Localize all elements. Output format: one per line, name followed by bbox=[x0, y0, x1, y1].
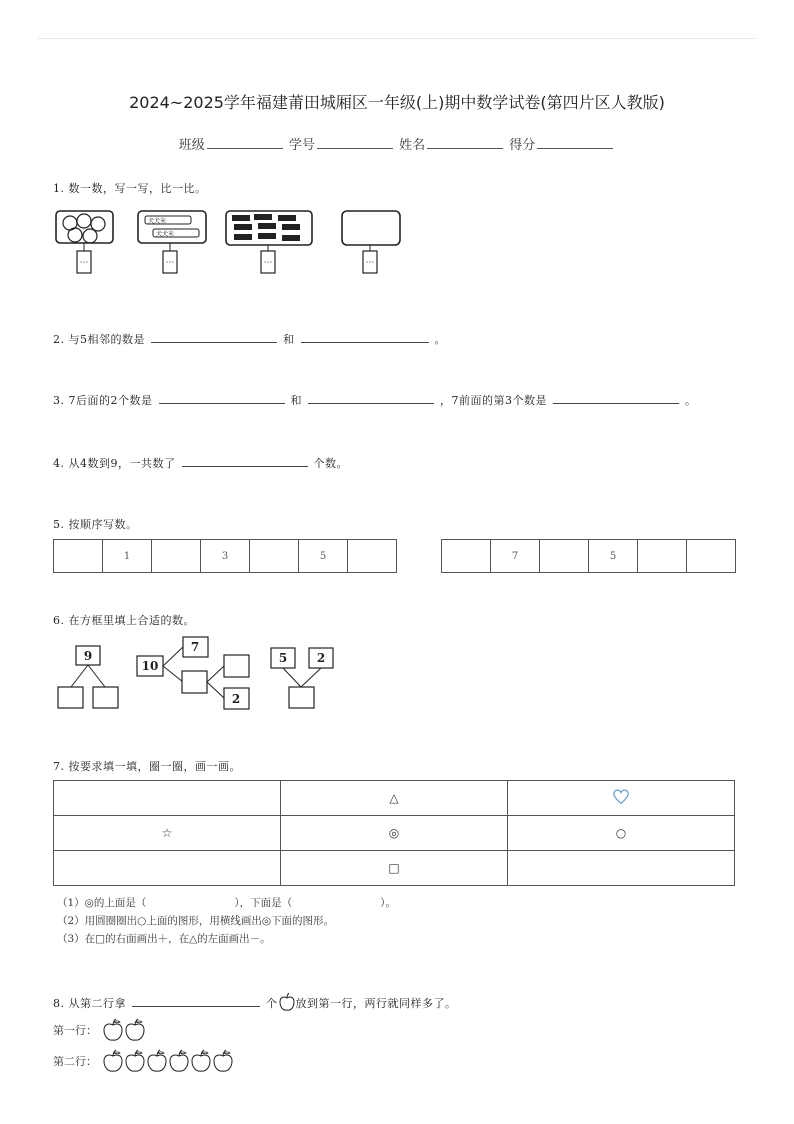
q2-answer-1[interactable] bbox=[151, 331, 277, 343]
seq-cell[interactable] bbox=[250, 540, 299, 573]
q3-and: 和 bbox=[290, 394, 302, 407]
seq-cell: 7 bbox=[491, 540, 540, 573]
q8-prefix: 8. 从第二行拿 bbox=[53, 997, 126, 1010]
q7-sub-2: （2）用圆圈圈出○上面的图形，用横线画出◎下面的图形。 bbox=[57, 915, 335, 927]
question-4 bbox=[53, 455, 348, 471]
q7-sub1-part-a: （1）◎的上面是（ bbox=[57, 897, 147, 909]
apple-icon bbox=[168, 1049, 190, 1073]
question-6: 6. 在方框里填上合适的数。 bbox=[53, 614, 195, 627]
q8-suffix: 放到第一行，两行就同样多了。 bbox=[295, 997, 457, 1010]
class-label: 班级 bbox=[178, 138, 205, 153]
sequence-table-right bbox=[441, 539, 736, 573]
svg-text:犬犬米: 犬犬米 bbox=[156, 231, 175, 238]
answer-box-3[interactable] bbox=[261, 245, 275, 273]
q4-end: 个数。 bbox=[313, 457, 348, 470]
question-8 bbox=[53, 992, 457, 1012]
answer-box-4[interactable] bbox=[363, 245, 377, 273]
class-field[interactable] bbox=[207, 136, 283, 149]
number-field[interactable] bbox=[317, 136, 393, 149]
row2-apples bbox=[102, 1049, 234, 1077]
apple-icon bbox=[278, 992, 296, 1012]
q2-answer-2[interactable] bbox=[301, 331, 429, 343]
heart-icon bbox=[612, 788, 630, 806]
svg-text:犬犬米: 犬犬米 bbox=[148, 218, 167, 225]
apple-icon bbox=[146, 1049, 168, 1073]
seq-cell[interactable] bbox=[54, 540, 103, 573]
tree2-answer-middle[interactable] bbox=[182, 671, 207, 693]
score-label: 得分 bbox=[509, 138, 536, 153]
grid-cell[interactable]: ☆ bbox=[54, 816, 281, 851]
tree2-bottom-number: 2 bbox=[231, 692, 241, 706]
tree2-answer-right[interactable] bbox=[224, 655, 249, 677]
seq-cell: 1 bbox=[103, 540, 152, 573]
q2-end: 。 bbox=[434, 333, 446, 346]
q3-answer-3[interactable] bbox=[553, 392, 679, 404]
seq-cell: 3 bbox=[201, 540, 250, 573]
q3-middle: ，7前面的第3个数是 bbox=[440, 394, 547, 407]
row1-apples bbox=[102, 1018, 146, 1046]
q4-answer[interactable] bbox=[182, 455, 308, 467]
q8-answer[interactable] bbox=[132, 995, 260, 1007]
q2-prefix: 2. 与5相邻的数是 bbox=[53, 333, 145, 346]
apple-icon bbox=[102, 1018, 124, 1042]
name-field[interactable] bbox=[427, 136, 503, 149]
seq-cell[interactable] bbox=[348, 540, 397, 573]
question-2 bbox=[53, 331, 446, 347]
seq-cell: 5 bbox=[299, 540, 348, 573]
number-trees bbox=[50, 632, 350, 714]
q2-and: 和 bbox=[283, 333, 295, 346]
seq-cell[interactable] bbox=[687, 540, 736, 573]
grid-cell[interactable] bbox=[508, 851, 735, 886]
candy-picture-box-3 bbox=[226, 211, 312, 245]
row1-label: 第一行： bbox=[53, 1024, 97, 1037]
page-title: 2024~2025学年福建莆田城厢区一年级(上)期中数学试卷(第四片区人教版) bbox=[129, 93, 665, 112]
apple-icon bbox=[124, 1018, 146, 1042]
seq-cell[interactable] bbox=[540, 540, 589, 573]
seq-cell[interactable] bbox=[152, 540, 201, 573]
grid-cell[interactable]: ○ bbox=[508, 816, 735, 851]
apple-icon bbox=[124, 1049, 146, 1073]
count-pictures bbox=[50, 205, 410, 280]
apple-icon bbox=[190, 1049, 212, 1073]
grid-cell[interactable]: △ bbox=[281, 781, 508, 816]
q3-answer-2[interactable] bbox=[308, 392, 434, 404]
name-label: 姓名 bbox=[399, 138, 426, 153]
question-1: 1. 数一数，写一写，比一比。 bbox=[53, 182, 207, 195]
q7-sub-1 bbox=[57, 895, 396, 910]
candy-picture-box-2 bbox=[138, 211, 206, 243]
q7-sub-3: （3）在□的右面画出＋，在△的左面画出－。 bbox=[57, 933, 271, 945]
question-5: 5. 按顺序写数。 bbox=[53, 518, 138, 531]
grid-cell-heart[interactable] bbox=[508, 781, 735, 816]
q7-sub1-part-c: ）。 bbox=[380, 897, 396, 909]
sequence-table-left bbox=[53, 539, 397, 573]
tree3-right-number: 2 bbox=[316, 651, 326, 665]
tree3-left-number: 5 bbox=[278, 651, 288, 665]
question-7: 7. 按要求填一填，圈一圈，画一画。 bbox=[53, 760, 241, 773]
row2-label: 第二行： bbox=[53, 1055, 97, 1068]
number-label: 学号 bbox=[288, 138, 315, 153]
student-info bbox=[0, 134, 794, 153]
grid-cell[interactable] bbox=[54, 851, 281, 886]
grid-cell[interactable] bbox=[54, 781, 281, 816]
q4-prefix: 4. 从4数到9，一共数了 bbox=[53, 457, 176, 470]
answer-box-1[interactable] bbox=[77, 243, 91, 273]
q7-sub1-part-b: ），下面是（ bbox=[234, 897, 293, 909]
seq-cell[interactable] bbox=[638, 540, 687, 573]
apple-picture-box bbox=[56, 211, 113, 243]
tree2-top-number: 7 bbox=[190, 640, 200, 654]
seq-cell[interactable] bbox=[442, 540, 491, 573]
seq-cell: 5 bbox=[589, 540, 638, 573]
question-3 bbox=[53, 392, 697, 408]
q3-end: 。 bbox=[685, 394, 697, 407]
grid-cell[interactable]: ◎ bbox=[281, 816, 508, 851]
empty-picture-box bbox=[342, 211, 400, 245]
score-field[interactable] bbox=[537, 136, 613, 149]
tree1-top-number: 9 bbox=[83, 649, 93, 663]
q8-ge: 个 bbox=[266, 997, 278, 1010]
q3-answer-1[interactable] bbox=[159, 392, 285, 404]
top-divider bbox=[38, 38, 756, 39]
tree1-answer-left[interactable] bbox=[58, 687, 83, 708]
answer-box-2[interactable] bbox=[163, 243, 177, 273]
shape-grid bbox=[53, 780, 735, 886]
apple-icon bbox=[212, 1049, 234, 1073]
q3-prefix: 3. 7后面的2个数是 bbox=[53, 394, 153, 407]
tree1-answer-right[interactable] bbox=[93, 687, 118, 708]
apple-icon bbox=[102, 1049, 124, 1073]
tree3-answer[interactable] bbox=[289, 687, 314, 708]
grid-cell[interactable]: □ bbox=[281, 851, 508, 886]
tree2-left-number: 10 bbox=[141, 659, 159, 673]
